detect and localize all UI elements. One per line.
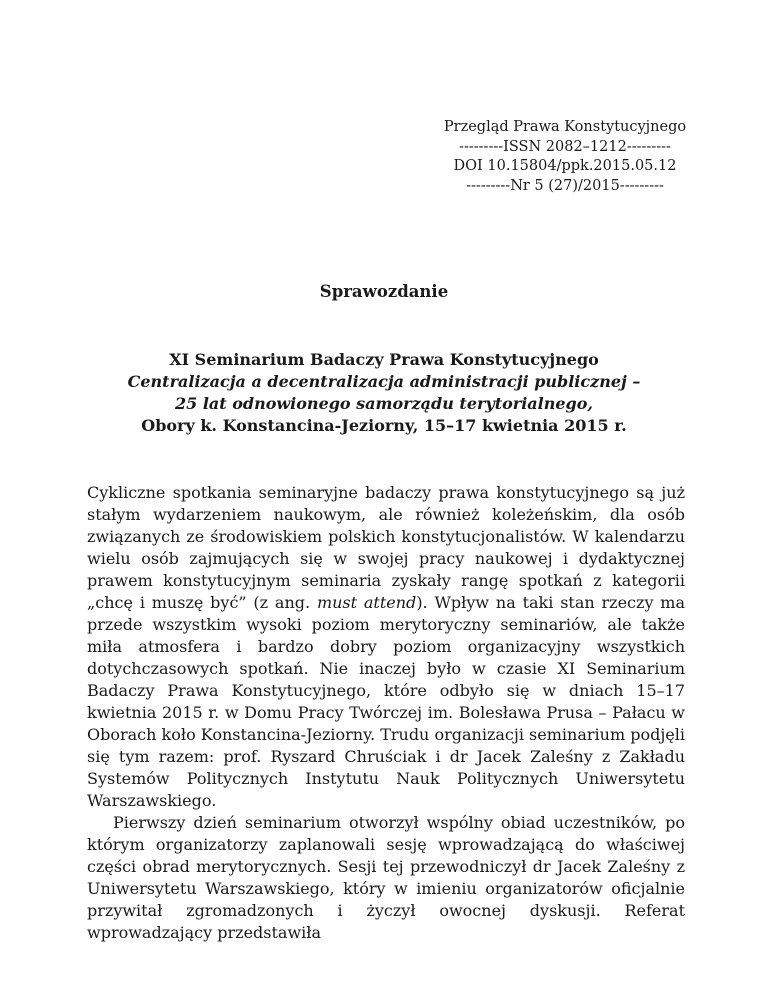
paragraph-1 xyxy=(87,482,685,812)
journal-doi: DOI 10.15804/ppk.2015.05.12 xyxy=(453,158,677,174)
journal-issue: ---------Nr 5 (27)/2015--------- xyxy=(466,177,664,194)
body-text xyxy=(87,482,685,944)
report-title-line-2: Centralizacja a decentralizacja administracji publicznej – xyxy=(127,372,641,391)
journal-header xyxy=(420,118,710,196)
paragraph-1-text-b: ). Wpływ na taki stan rzeczy ma przede wszystkim wysoki poziom merytoryczny seminariów, ale także miła atmosfera i bardzo dobry poziom organizacyjny wszystkich dotychczasowych spotkań. Nie inaczej było w czasie XI Seminarium Badaczy Prawa Konstytucyjnego, które odbyło się w dniach 15–17 kwietnia 2015 r. w Domu Pracy Twórczej im. Bolesława Prusa – Pałacu w Oborach koło Konstancina-Jeziorny. Trudu organizacji seminarium podjęli się tym razem: prof. Ryszard Chruściak i dr Jacek Zaleśny z Zakładu Systemów Politycznych Instytutu Nauk Politycznych Uniwersytetu Warszawskiego. xyxy=(87,593,686,810)
report-title xyxy=(0,349,768,437)
paragraph-2: Pierwszy dzień seminarium otworzył wspólny obiad uczestników, po którym organizatorzy zaplanowali sesję wprowadzającą do właściwej części obrad merytorycznych. Sesji tej przewodniczył dr Jacek Zaleśny z Uniwersytetu Warszawskiego, który w imieniu organizatorów oficjalnie przywitał zgromadzonych i życzył owocnej dyskusji. Referat wprowadzający przedstawiła xyxy=(87,813,685,942)
report-title-line-4: Obory k. Konstancina-Jeziorny, 15–17 kwietnia 2015 r. xyxy=(141,416,627,435)
journal-issn: ---------ISSN 2082–1212--------- xyxy=(459,138,671,155)
report-title-line-3: 25 lat odnowionego samorządu terytorialnego, xyxy=(175,394,593,413)
section-title: Sprawozdanie xyxy=(319,282,449,301)
journal-name: Przegląd Prawa Konstytucyjnego xyxy=(443,119,687,135)
paragraph-1-emphasis: must attend xyxy=(316,593,417,612)
paragraph-1-text-a: Cykliczne spotkania seminaryjne badaczy prawa konstytucyjnego są już stałym wydarzeniem naukowym, ale również koleżeńskim, dla osób związanych ze środowiskiem polskich konstytucjonalistów. W kalendarzu wielu osób zajmujących się w swojej pracy naukowej i dydaktycznej prawem konstytucyjnym seminaria zyskały rangę spotkań z kategorii „chcę i muszę być” (z ang. xyxy=(87,483,685,612)
report-title-line-1: XI Seminarium Badaczy Prawa Konstytucyjnego xyxy=(169,350,599,369)
